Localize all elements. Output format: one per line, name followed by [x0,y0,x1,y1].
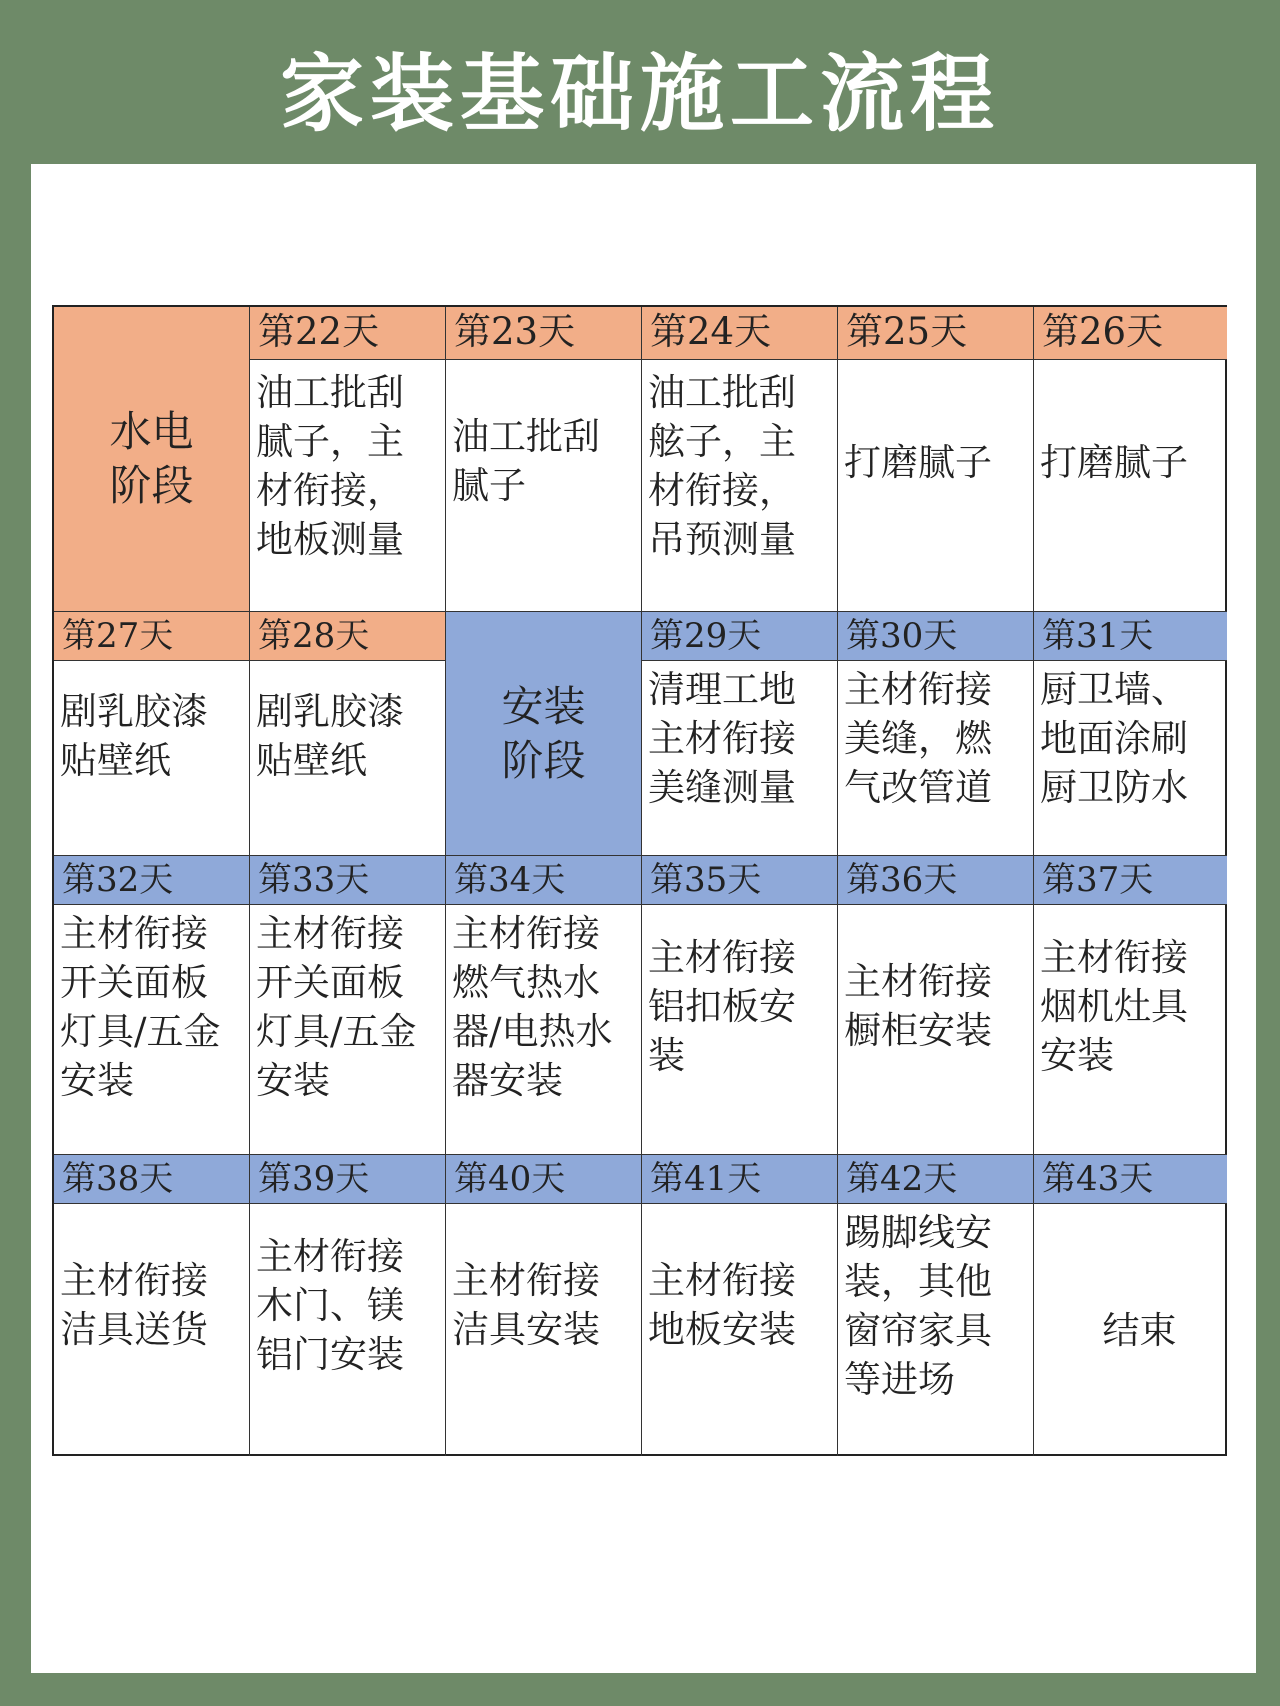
task-line: 主材衔接 [844,960,992,1003]
task-line: 打磨腻子 [844,441,992,484]
day-task-24 [642,360,838,612]
task-line: 主材衔接 [256,912,404,955]
day-header-43: 第43天 [1034,1155,1227,1204]
day-task-43 [1034,1204,1227,1456]
task-line: 剧乳胶漆 [60,690,208,733]
task-line: 窗帘家具 [844,1309,992,1352]
day-task-36 [838,905,1034,1155]
day-header-30: 第30天 [838,612,1034,661]
task-line: 腻子 [452,464,526,507]
task-line: 结束 [1102,1308,1177,1352]
day-header-33: 第33天 [250,856,446,905]
task-line: 器安装 [452,1059,563,1102]
task-line: 美缝测量 [648,766,796,809]
task-line: 主材衔接 [1040,936,1188,979]
day-task-38 [54,1204,250,1456]
task-line: 主材衔接 [648,1259,796,1302]
day-task-25 [838,360,1034,612]
task-line: 主材衔接 [452,912,600,955]
task-line: 烟机灶具 [1040,985,1188,1028]
day-task-26 [1034,360,1227,612]
task-line: 材衔接， [648,469,796,512]
task-line: 舷子，主 [648,420,796,463]
task-line: 装，其他 [844,1260,992,1303]
task-line: 安装 [1040,1034,1114,1077]
task-line: 主材衔接 [256,1235,404,1278]
day-task-22 [250,360,446,612]
task-line: 木门、镁 [256,1284,404,1327]
task-line: 器/电热水 [452,1010,613,1053]
task-line: 开关面板 [60,961,208,1004]
task-line: 地板测量 [256,518,404,561]
task-line: 贴壁纸 [256,739,367,782]
day-header-32: 第32天 [54,856,250,905]
task-line: 主材衔接 [844,668,992,711]
task-line: 主材衔接 [60,912,208,955]
task-line: 主材衔接 [452,1259,600,1302]
task-line: 洁具安装 [452,1308,600,1351]
task-line: 安装 [256,1059,330,1102]
task-line: 铝门安装 [256,1333,404,1376]
day-task-27 [54,661,250,856]
day-header-25: 第25天 [838,307,1034,360]
task-line: 灯具/五金 [60,1010,221,1053]
day-header-29: 第29天 [642,612,838,661]
day-task-29 [642,661,838,856]
task-line: 橱柜安装 [844,1009,992,1052]
day-task-34 [446,905,642,1155]
task-line: 材衔接， [256,469,404,512]
day-task-28 [250,661,446,856]
phase-label: 水电 [109,407,194,456]
day-task-33 [250,905,446,1155]
day-header-22: 第22天 [250,307,446,360]
day-header-37: 第37天 [1034,856,1227,905]
day-header-40: 第40天 [446,1155,642,1204]
phase-water-electric [54,307,250,612]
phase-label: 阶段 [501,735,586,785]
task-line: 踢脚线安 [844,1211,992,1254]
task-line: 美缝，燃 [844,717,992,760]
day-task-30 [838,661,1034,856]
day-task-40 [446,1204,642,1456]
task-line: 地板安装 [648,1308,796,1351]
day-task-31 [1034,661,1227,856]
day-header-35: 第35天 [642,856,838,905]
day-header-41: 第41天 [642,1155,838,1204]
task-line: 灯具/五金 [256,1010,417,1053]
day-header-24: 第24天 [642,307,838,360]
day-task-23 [446,360,642,612]
day-task-37 [1034,905,1227,1155]
day-header-39: 第39天 [250,1155,446,1204]
day-header-27: 第27天 [54,612,250,661]
phase-label: 安装 [501,681,586,731]
task-line: 主材衔接 [648,717,796,760]
schedule-table [52,305,1227,1456]
task-line: 燃气热水 [452,961,600,1004]
task-line: 油工批刮 [256,371,404,414]
day-task-41 [642,1204,838,1456]
phase-install [446,612,642,856]
day-task-39 [250,1204,446,1456]
day-header-23: 第23天 [446,307,642,360]
task-line: 洁具送货 [60,1308,208,1351]
day-task-35 [642,905,838,1155]
task-line: 厨卫防水 [1040,766,1188,809]
day-task-42 [838,1204,1034,1456]
task-line: 剧乳胶漆 [256,690,404,733]
day-header-34: 第34天 [446,856,642,905]
task-line: 清理工地 [648,668,796,711]
day-header-31: 第31天 [1034,612,1227,661]
phase-label: 阶段 [109,461,194,510]
task-line: 铝扣板安 [648,985,796,1028]
day-header-42: 第42天 [838,1155,1034,1204]
task-line: 贴壁纸 [60,739,171,782]
day-header-26: 第26天 [1034,307,1227,360]
task-line: 厨卫墙、 [1040,668,1188,711]
day-header-36: 第36天 [838,856,1034,905]
task-line: 主材衔接 [60,1259,208,1302]
task-line: 油工批刮 [452,415,600,458]
task-line: 安装 [60,1059,134,1102]
task-line: 等进场 [844,1358,955,1401]
task-line: 打磨腻子 [1040,441,1188,484]
day-header-28: 第28天 [250,612,446,661]
task-line: 开关面板 [256,961,404,1004]
task-line: 装 [648,1034,685,1077]
day-task-32 [54,905,250,1155]
task-line: 油工批刮 [648,371,796,414]
task-line: 主材衔接 [648,936,796,979]
task-line: 吊预测量 [648,518,796,561]
task-line: 腻子，主 [256,420,404,463]
page-title: 家装基础施工流程 [279,45,1000,143]
task-line: 气改管道 [844,766,992,809]
day-header-38: 第38天 [54,1155,250,1204]
task-line: 地面涂刷 [1040,717,1188,760]
